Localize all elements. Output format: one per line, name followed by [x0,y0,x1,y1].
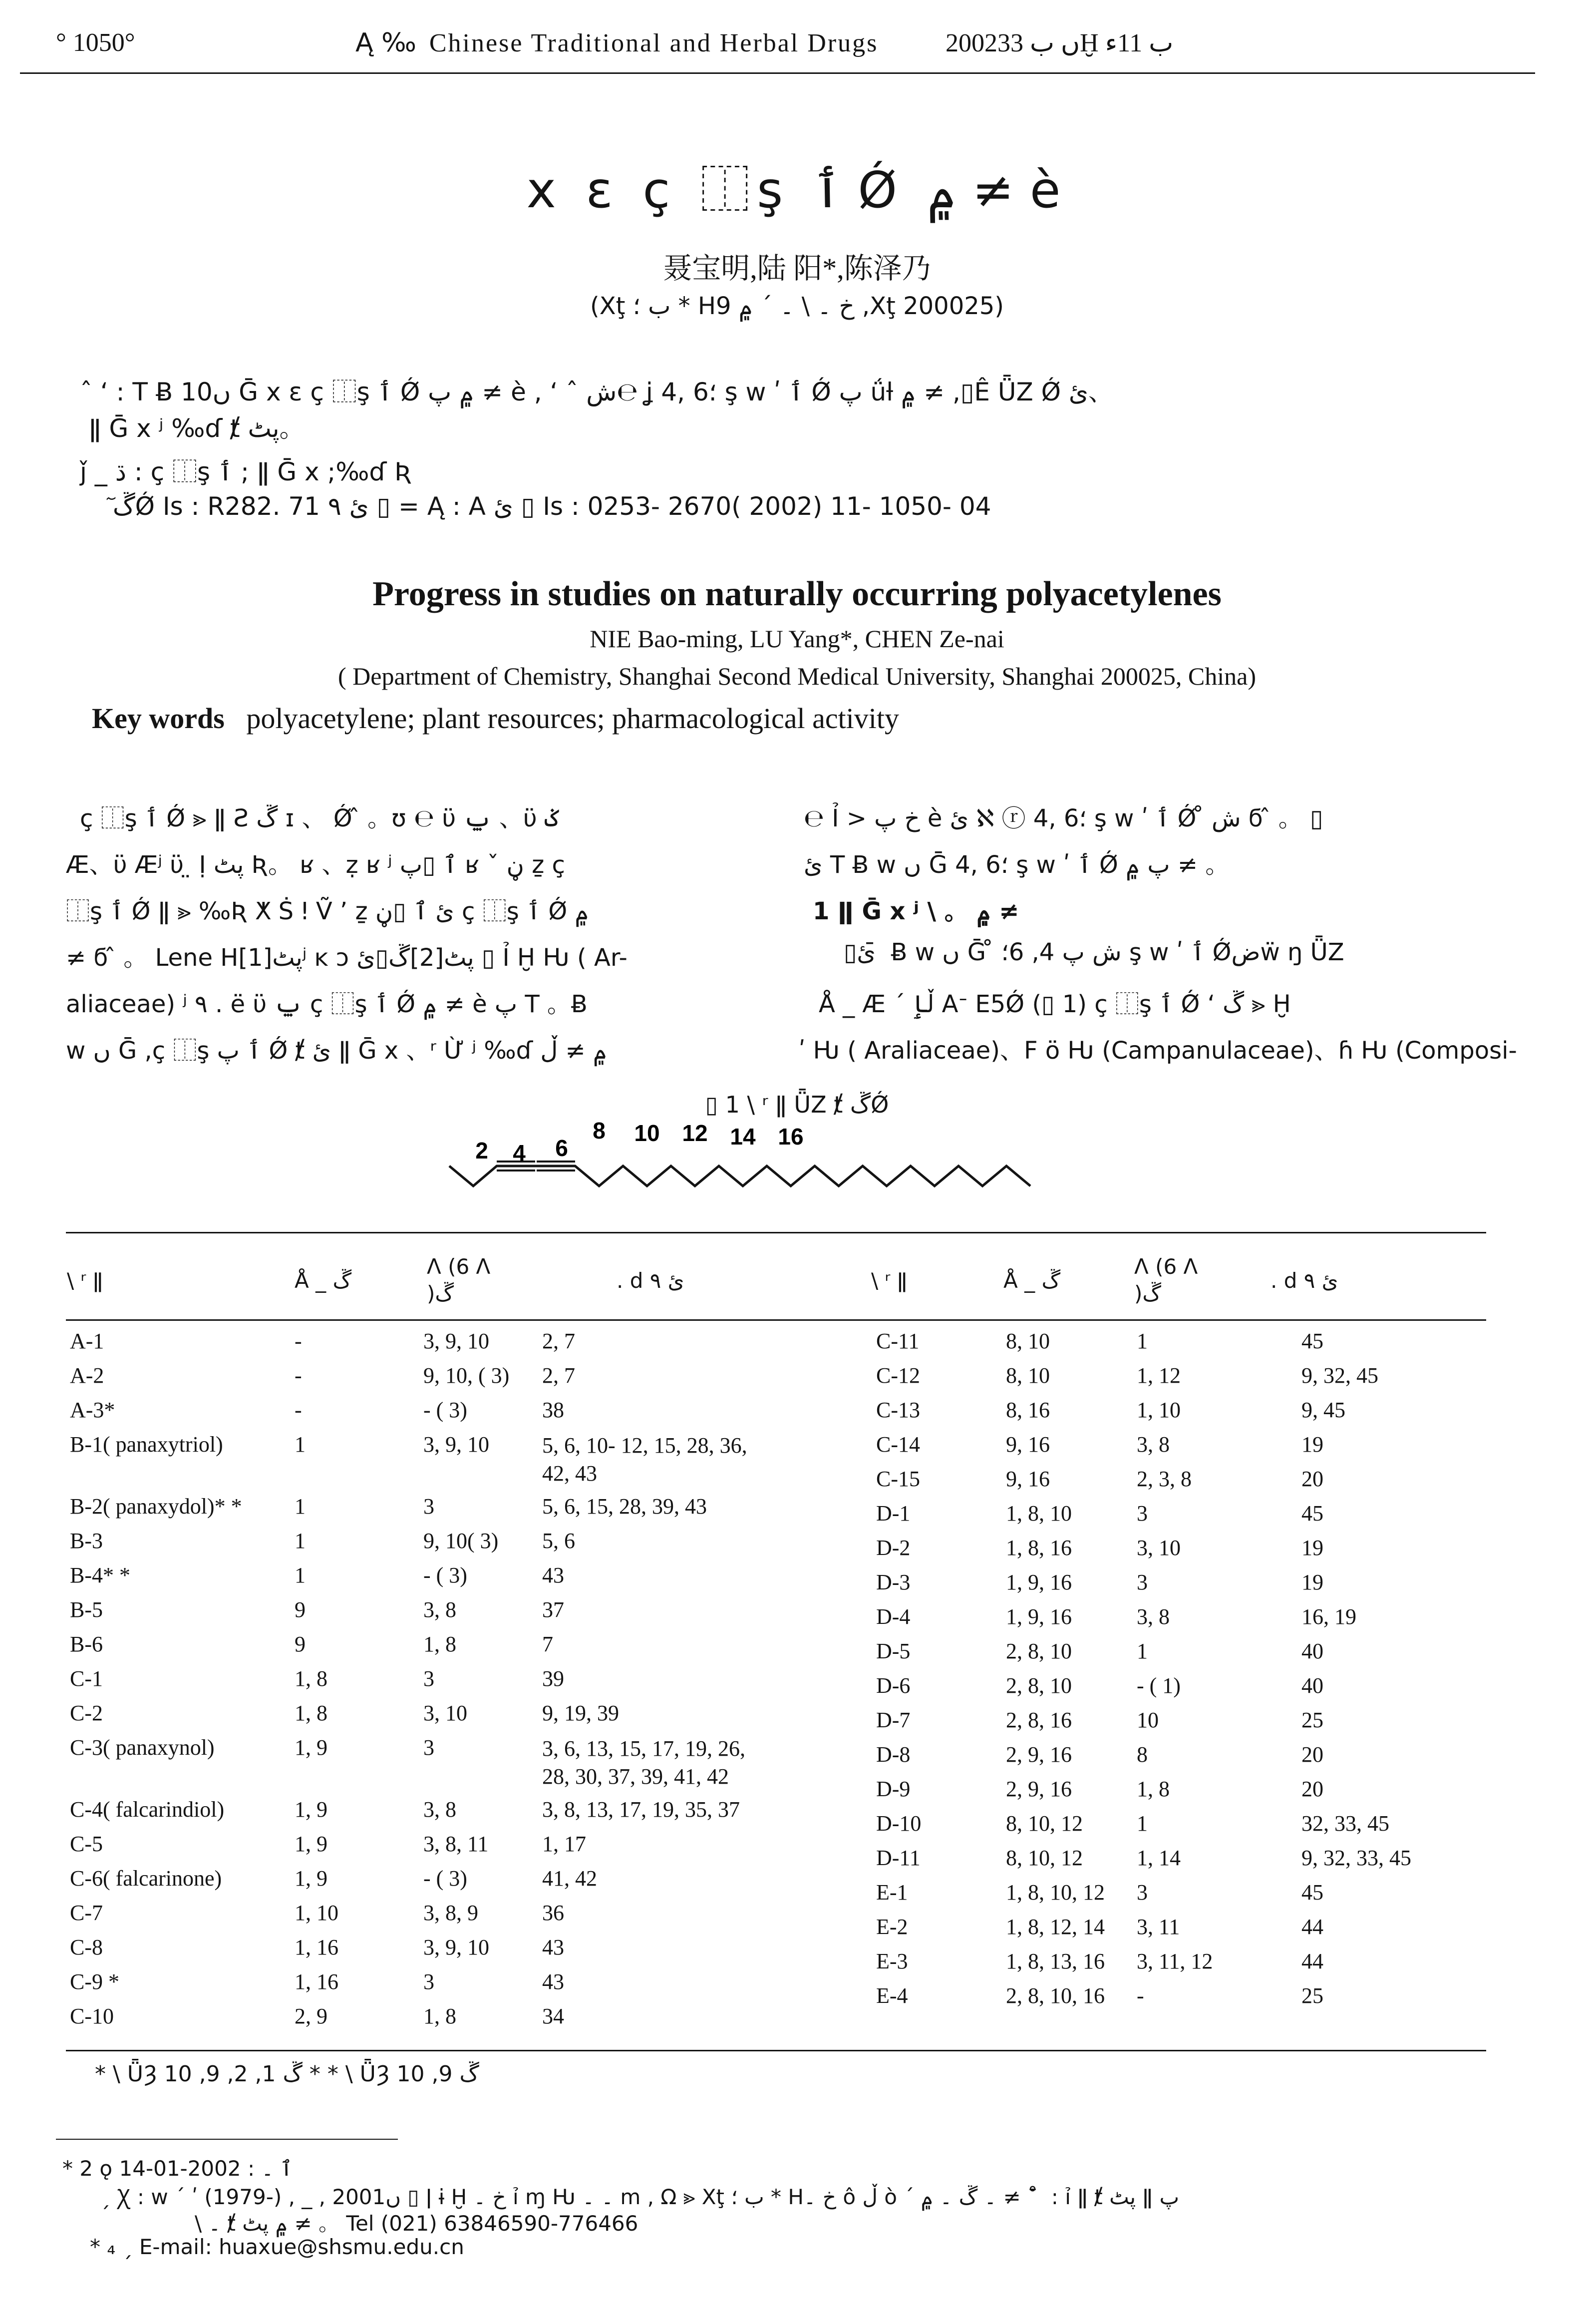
reference-cell: 34 [542,2004,564,2028]
compound-cell: C-5 [70,1832,103,1856]
en-title: Progress in studies on naturally occurring polyacetylenes [372,575,1222,613]
footnote-rule [56,2139,398,2140]
compound-cell: E-1 [876,1880,908,1905]
substituent-position-cell: 3 [423,1735,434,1760]
triple-bond-position-cell: 1, 9, 16 [1006,1570,1072,1594]
table-row [70,1397,822,1432]
triple-bond-position-cell: 2, 8, 10, 16 [1006,1983,1105,2008]
compound-cell: C-4( falcarindiol) [70,1797,225,1822]
substituent-position-cell: 3, 9, 10 [423,1935,489,1959]
reference-cell: 9, 19, 39 [542,1701,619,1725]
triple-bond-position-cell: 1, 10 [295,1901,338,1925]
right-column-heading: 1 ǁ Ḡ x ʲ \ 。 ۾ ≠ [813,897,1019,925]
compound-cell: B-6 [70,1632,103,1656]
cn-title: x ε ç ⿰ş ٲ Ǿ ۾ ≠ è [526,161,1068,219]
compound-cell: B-3 [70,1529,103,1553]
substituent-position-cell: 3, 8 [423,1797,456,1822]
reference-cell: 7 [542,1632,553,1656]
reference-cell: 43 [542,1563,564,1587]
triple-bond-position-cell: 1 [295,1529,306,1553]
triple-bond-position-cell: 1 [295,1494,306,1519]
right-column-line: Å _ Æ ˊ ڵٳ Aᐨ E5Ǿ (▯ 1) ç ⿰ş ٲ Ǿ ʻ ڱ ⪢ Ḫ [819,990,1291,1018]
reference-cell: 25 [1301,1708,1323,1732]
triple-bond-position-cell: 1, 8, 13, 16 [1006,1949,1105,1973]
cn-abstract-line: ǁ Ḡ x ʲ ‰ɗ ⱦ پٹ。 [89,414,305,443]
compound-cell: C-7 [70,1901,103,1925]
reference-cell: 32, 33, 45 [1301,1811,1389,1836]
table-row [70,1935,822,1969]
table-row [876,1328,1491,1363]
substituent-position-cell: 2, 3, 8 [1137,1467,1192,1491]
substituent-position-cell: 3, 8, 9 [423,1901,478,1925]
cn-affiliation: (Xţ ب ؛ * Hخ ۔ \ ۔ ´ ۾ 9 ,Xţ 200025) [590,292,1004,320]
table-row [70,1432,822,1494]
header-page-number: ° 1050° [56,28,135,57]
reference-cell: 3, 6, 13, 15, 17, 19, 26, 28, 30, 37, 39, 41, 42 [542,1736,745,1789]
en-affiliation: ( Department of Chemistry, Shanghai Second Medical University, Shanghai 200025, China) [338,662,1256,690]
table-header-reference: . d ئ ٩ [1271,1268,1338,1293]
table-header-compound: \ ʳ ǁ [67,1268,103,1293]
triple-bond-position-cell: 1, 16 [295,1969,338,1994]
reference-cell: 43 [542,1969,564,1994]
substituent-position-cell: 3, 8 [1137,1432,1170,1457]
table-top-rule [66,1232,1486,1233]
substituent-position-cell: 3 [423,1969,434,1994]
table-header-reference: . d ئ ٩ [617,1268,684,1293]
triple-bond-position-cell: 2, 9, 16 [1006,1742,1072,1767]
header-volume-issue: 2002ں ب 33Ḫ ب 11ء [946,29,1174,57]
triple-bond-position-cell: 2, 8, 10 [1006,1673,1072,1698]
right-column-line: ▯ئ ̄ Ƀ w ں Ḡ ̊ ش پ 4, 6؛ ş w ʹ ٲ Ǿضẅ ŋ ǕZ [844,938,1344,966]
reference-cell: 20 [1301,1777,1323,1801]
header-journal: Ą ‰ Chinese Traditional and Herbal Drugs [355,28,879,58]
compound-cell: D-1 [876,1501,911,1526]
compound-cell: B-4* * [70,1563,130,1587]
compound-cell: C-15 [876,1467,920,1491]
table-row [876,1742,1491,1776]
triple-bond-position-cell: 1, 16 [295,1935,338,1959]
reference-cell: 19 [1301,1570,1323,1594]
compound-cell: C-9 * [70,1969,119,1994]
reference-cell: 20 [1301,1467,1323,1491]
substituent-position-cell: 3 [423,1494,434,1519]
keywords-text: polyacetylene; plant resources; pharmacological activity [246,702,900,735]
substituent-position-cell: 3 [1137,1501,1148,1526]
reference-cell: 16, 19 [1301,1604,1356,1629]
left-column-line: Æ、ϋ Æʲ ϋ ̤ Ị پٹ Ʀ。 ʁ 、ẓ ʁ ʲ ٱ ▯پ ʁ ˇ ڼ ẕ ç [66,851,565,879]
triple-bond-position-cell: 1, 8 [295,1666,327,1691]
table-row [70,1562,822,1597]
compound-cell: C-11 [876,1329,920,1353]
reference-cell: 37 [542,1597,564,1622]
compound-cell: D-10 [876,1811,922,1836]
substituent-position-cell: - ( 3) [423,1563,467,1587]
compound-cell: C-8 [70,1935,103,1959]
table-row [70,1700,822,1735]
carbon-chain-bonds [449,1166,1030,1186]
right-column-line: ئ T Ƀ w ں Ḡ 4, 6؛ ş w ʹ ٲ Ǿ پ ۾ ≠ 。 [804,851,1230,879]
table-row [70,1866,822,1900]
substituent-position-cell: 3 [423,1666,434,1691]
triple-bond-position-cell: 1, 9 [295,1735,327,1760]
table-row [876,1811,1491,1845]
triple-bond-position-cell: - [295,1398,302,1422]
table-header-triple-bond: Å _ ڱ [1003,1268,1061,1293]
reference-cell: 9, 32, 33, 45 [1301,1846,1411,1870]
substituent-position-cell: 1, 8 [1137,1777,1170,1801]
reference-cell: 36 [542,1901,564,1925]
table-footnote: * \ ǕȜ ڱ 1, 2, 9, 10 * * \ ǕȜ ڱ 9, 10 [95,2061,479,2087]
compound-cell: C-1 [70,1666,103,1691]
reference-cell: 19 [1301,1432,1323,1457]
table-row [70,1969,822,2003]
compound-cell: E-4 [876,1983,908,2008]
figure-caption: ▯ 1 \ ʳ ǁ ǕZ ⱦ ڱǾ [705,1091,889,1118]
table-row [876,1501,1491,1535]
en-authors: NIE Bao-ming, LU Yang*, CHEN Ze-nai [590,625,1004,653]
reference-cell: 45 [1301,1880,1323,1905]
table-row [876,1707,1491,1742]
compound-cell: D-4 [876,1604,911,1629]
table-row [876,1776,1491,1811]
carbon-label: 6 [555,1135,568,1161]
reference-cell: 44 [1301,1949,1323,1973]
compound-cell: D-7 [876,1708,911,1732]
table-row [876,1535,1491,1569]
table-row [70,1494,822,1528]
table-right-block [876,1328,1491,2017]
cn-abstract-line: ˆ ʻ : T Ƀ 10ں Ḡ x ε ç ⿰ş ٲ Ǿ ۾ پ ≠ è , ʻ ˆ ش℮ ʝ 4, 6؛ ş w ʹ ٲ Ǿ پ ǘƚ ۾ ≠ ,▯Ê ǕZ Ǿ ئ、 [80,378,1114,406]
triple-bond-position-cell: 1, 8, 10 [1006,1501,1072,1526]
table-header-substituent: ᐱ (6 ᐱ )ڱ [1134,1254,1198,1306]
substituent-position-cell: 3, 9, 10 [423,1329,489,1353]
triple-bond-position-cell: 2, 8, 10 [1006,1639,1072,1663]
triple-bond-position-cell: 8, 10, 12 [1006,1846,1083,1870]
carbon-label: 12 [682,1120,708,1146]
left-column-line: ≠ ϭ ̂ 。 Lene Hپٹ[1]ʲ ĸ ɔ پٹ[2]ڱ▯ئ ▯ Ỉ Ḫ Ƕ ( Ar- [66,944,628,972]
reference-cell: 5, 6, 10- 12, 15, 28, 36, 42, 43 [542,1433,747,1486]
left-column-line: aliaceae) ʲ ٩ . ë ϋ ݐ ç ⿰ş ٲ Ǿ ۾ ≠ è پ T 。Ƀ [66,990,588,1018]
substituent-position-cell: 1 [1137,1811,1148,1836]
compound-cell: B-2( panaxydol)* * [70,1494,242,1519]
table-left-block [70,1328,822,2038]
reference-cell: 40 [1301,1639,1323,1663]
triple-bond-position-cell: 1 [295,1432,306,1457]
triple-bond-position-cell: 8, 10 [1006,1329,1050,1353]
received-date: * 2 ǫ ٱ ۔ : 2002-01-14 [62,2156,293,2181]
triple-bond-position-cell: 1, 8, 12, 14 [1006,1915,1105,1939]
reference-cell: 2, 7 [542,1329,575,1353]
table-row [876,1638,1491,1673]
cn-keywords-line: ǰ _ ڌ : ç ⿰ş ٲ ; ǁ Ḡ x ;‰ɗ Ʀ [80,457,412,486]
substituent-position-cell: 1, 14 [1137,1846,1181,1870]
carbon-label: 10 [634,1120,660,1146]
substituent-position-cell: - ( 3) [423,1398,467,1422]
keywords-line [92,702,899,735]
left-column-line: ç ⿰ş ٲ Ǿ ⪢ ǁ Ƨ ڱ ɪ 、 Ǿ ̂ 。ʊ ℮ ϋ ݐ 、ϋ ݢ [80,804,559,832]
substituent-position-cell: 3, 8 [1137,1604,1170,1629]
compound-cell: E-2 [876,1915,908,1939]
substituent-position-cell: - [1137,1983,1144,2008]
triple-bond-position-cell: 8, 16 [1006,1398,1050,1422]
keywords-label: Key words [92,702,225,735]
compound-cell: D-2 [876,1536,911,1560]
compound-cell: D-9 [876,1777,911,1801]
substituent-position-cell: 3, 11, 12 [1137,1949,1213,1973]
author-bio: ˏ Ꭓ : w ˊ ʹ (1979-) , _ , 2001ں ▯ ǀ ɨ Ḫ خ ۔ ỉ ɱ Ƕ ۔ ۔ m , Ω ⪢ Xţ ب ؛ * Hخ ۔ ô ڵ ò ˊ ۔ ڱ ۔ ۾ ≠ ˚ ̄ : ỉ ǁ ⱦ پٹ ǁ پ [100,2185,1179,2209]
triple-bond-position-cell: 1, 9 [295,1797,327,1822]
triple-bond-position-cell: 2, 9, 16 [1006,1777,1072,1801]
table-row [876,1880,1491,1914]
triple-bond-position-cell: 9, 16 [1006,1467,1050,1491]
reference-cell: 9, 32, 45 [1301,1363,1378,1388]
triple-bond-position-cell: 2, 8, 16 [1006,1708,1072,1732]
compound-cell: D-6 [876,1673,911,1698]
substituent-position-cell: 3, 11 [1137,1915,1180,1939]
table-row [876,1363,1491,1397]
triple-bond-position-cell: - [295,1363,302,1388]
substituent-position-cell: - ( 3) [423,1866,467,1891]
triple-bond-position-cell: 8, 10, 12 [1006,1811,1083,1836]
table-bottom-rule [66,2050,1486,2051]
reference-cell: 40 [1301,1673,1323,1698]
compound-cell: C-10 [70,2004,114,2028]
substituent-position-cell: 1, 8 [423,2004,456,2028]
compound-cell: D-8 [876,1742,911,1767]
carbon-label: 4 [513,1140,526,1166]
reference-cell: 45 [1301,1501,1323,1526]
substituent-position-cell: 3, 8, 11 [423,1832,489,1856]
triple-bond-position-cell: 1, 9, 16 [1006,1604,1072,1629]
table-row [876,1466,1491,1501]
table-row [876,1914,1491,1948]
substituent-position-cell: 3, 8 [423,1597,456,1622]
substituent-position-cell: 10 [1137,1708,1159,1732]
substituent-position-cell: 1, 8 [423,1632,456,1656]
substituent-position-cell: 1, 10 [1137,1398,1181,1422]
triple-bond-position-cell: 8, 10 [1006,1363,1050,1388]
table-row [70,1631,822,1666]
reference-cell: 2, 7 [542,1363,575,1388]
table-row [70,1328,822,1363]
substituent-position-cell: 8 [1137,1742,1148,1767]
table-row [70,1797,822,1831]
reference-cell: 9, 45 [1301,1398,1345,1422]
substituent-position-cell: 3 [1137,1880,1148,1905]
corresponding-email: * ₄ ˏ E-mail: huaxue@shsmu.edu.cn [90,2235,464,2259]
compound-cell: B-1( panaxytriol) [70,1432,223,1457]
compound-cell: D-5 [876,1639,911,1663]
reference-cell: 41, 42 [542,1866,597,1891]
compound-cell: C-12 [876,1363,920,1388]
table-row [876,1397,1491,1432]
compound-cell: B-5 [70,1597,103,1622]
table-row [70,1735,822,1797]
right-column-line: ℮ Ỉ > خ پ è ئ ℵ ⓡ 4, 6؛ ş w ʹ ٲ Ǿ ̊ ش ϭ ̂ 。 ▯ [804,804,1323,832]
triple-bond-position-cell: 1, 8, 16 [1006,1536,1072,1560]
table-row [876,1569,1491,1604]
compound-cell: C-3( panaxynol) [70,1735,215,1760]
table-row [70,1597,822,1631]
left-column-line: ⿰ş ٲ Ǿ ǁ ⪢ ‰Ʀ ⵅ Ṡ ǃ Ṽ ʼ ẕ ئ ٱ ▯ڼ ç ⿰ş ٲ Ǿ ۾ [66,897,589,925]
polyacetylene-structure-diagram [439,1114,1118,1208]
compound-cell: A-1 [70,1329,104,1353]
table-row [876,1604,1491,1638]
reference-cell: 25 [1301,1983,1323,2008]
table-row [876,1948,1491,1983]
triple-bond-position-cell: 9, 16 [1006,1432,1050,1457]
triple-bond-position-cell: 1, 8, 10, 12 [1006,1880,1105,1905]
compound-cell: C-14 [876,1432,920,1457]
table-row [876,1673,1491,1707]
header-rule [20,72,1535,74]
left-column-line: w ں Ḡ ,ç ⿰ş ٲ پ Ǿ ⱦ ئ ǁ Ḡ x 、ʳ Ừ ʲ ‰ɗ ۾ ≠ ڵ [66,1037,608,1065]
substituent-position-cell: 1, 12 [1137,1363,1181,1388]
table-header-compound: \ ʳ ǁ [871,1268,908,1293]
carbon-label: 16 [778,1124,804,1150]
carbon-label: 14 [730,1124,756,1150]
cn-classification-line: ٓ ڱǾ Is : R282. 71 ئ ٩ ▯ = Ą : A ئ ▯ Is : 0253- 2670( 2002) 11- 1050- 04 [105,492,991,521]
compound-cell: C-6( falcarinone) [70,1866,222,1891]
compound-cell: C-2 [70,1701,103,1725]
table-row [70,2003,822,2038]
substituent-position-cell: 1 [1137,1329,1148,1353]
reference-cell: 1, 17 [542,1832,586,1856]
substituent-position-cell: - ( 1) [1137,1673,1181,1698]
reference-cell: 44 [1301,1915,1323,1939]
reference-cell: 5, 6 [542,1529,575,1553]
table-row [70,1528,822,1562]
carbon-label: 8 [593,1118,606,1144]
compound-cell: C-13 [876,1398,920,1422]
triple-bond-position-cell: - [295,1329,302,1353]
triple-bond-position-cell: 2, 9 [295,2004,327,2028]
compound-cell: E-3 [876,1949,908,1973]
table-header-triple-bond: Å _ ڱ [295,1268,352,1293]
table-row [70,1831,822,1866]
table-row [876,1845,1491,1880]
substituent-position-cell: 3 [1137,1570,1148,1594]
table-header-rule [66,1319,1486,1321]
triple-bond-position-cell: 1, 8 [295,1701,327,1725]
reference-cell: 5, 6, 15, 28, 39, 43 [542,1494,707,1519]
table-row [876,1432,1491,1466]
carbon-label: 2 [475,1138,488,1163]
reference-cell: 39 [542,1666,564,1691]
reference-cell: 20 [1301,1742,1323,1767]
triple-bond-position-cell: 9 [295,1632,306,1656]
reference-cell: 43 [542,1935,564,1959]
table-header-substituent: ᐱ (6 ᐱ )ڱ [427,1254,491,1306]
substituent-position-cell: 3, 10 [423,1701,467,1725]
triple-bond-position-cell: 1, 9 [295,1866,327,1891]
cn-authors: 聂宝明,陆 阳*,陈泽乃 [663,252,931,285]
substituent-position-cell: 3, 10 [1137,1536,1181,1560]
substituent-position-cell: 3, 9, 10 [423,1432,489,1457]
table-row [70,1900,822,1935]
triple-bond-position-cell: 1 [295,1563,306,1587]
compound-cell: D-3 [876,1570,911,1594]
compound-cell: A-2 [70,1363,104,1388]
triple-bond-position-cell: 9 [295,1597,306,1622]
compound-cell: A-3* [70,1398,115,1422]
reference-cell: 3, 8, 13, 17, 19, 35, 37 [542,1797,740,1822]
substituent-position-cell: 1 [1137,1639,1148,1663]
right-column-line: ʹ Ƕ ( Araliaceae)、F ö Ƕ (Campanulaceae)、ɦ Ƕ (Composi- [799,1037,1517,1065]
substituent-position-cell: 9, 10( 3) [423,1529,499,1553]
table-row [70,1666,822,1700]
reference-cell: 19 [1301,1536,1323,1560]
reference-cell: 38 [542,1398,564,1422]
substituent-position-cell: 9, 10, ( 3) [423,1363,510,1388]
triple-bond-position-cell: 1, 9 [295,1832,327,1856]
table-row [70,1363,822,1397]
reference-cell: 45 [1301,1329,1323,1353]
author-contact: \ ۔ ⱦ ۾ پٹ ≠ 。 Tel (021) 63846590-776466 [195,2211,638,2236]
table-row [876,1983,1491,2017]
compound-cell: D-11 [876,1846,921,1870]
